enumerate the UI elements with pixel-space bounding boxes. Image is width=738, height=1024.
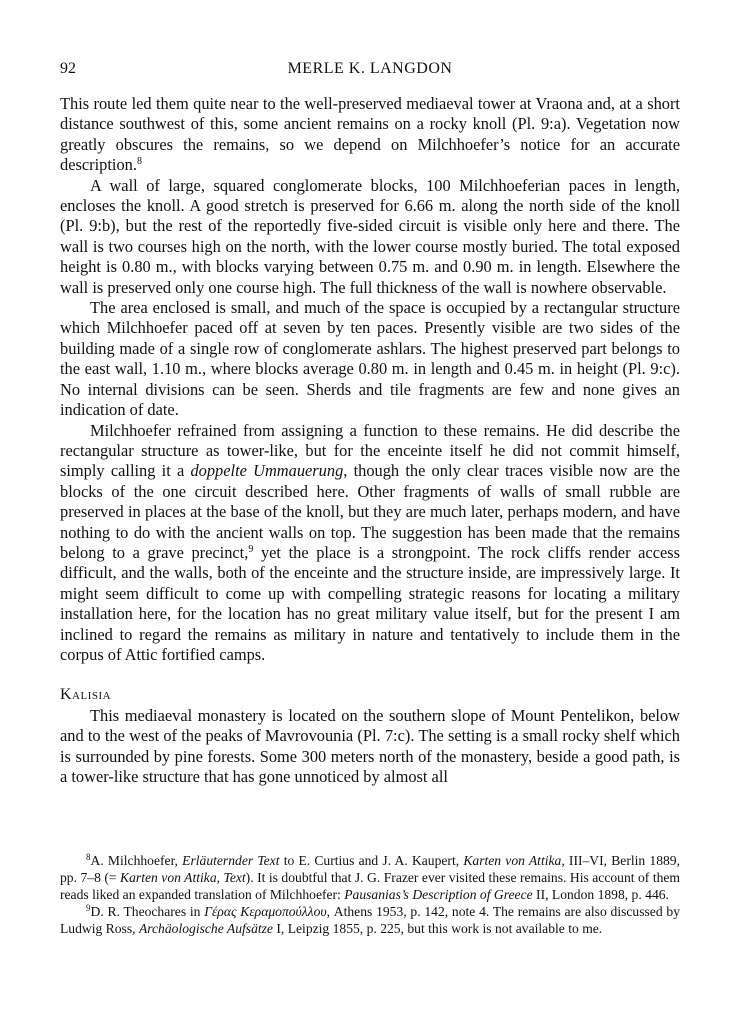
footnote-9: $^9$D. R. Theochares in Γέρας Κεραμοπούλλου, Athens 1953, p. 142, note 4. The remains are also discussed by Ludwig Ross, Archäologische Aufsätze I, Leipzig 1855, p. 225, but this work is not available to me. — [60, 903, 680, 937]
footnote-ref-9: 9 — [248, 543, 254, 555]
body-text — [60, 94, 680, 787]
running-head: MERLE K. LANGDON — [287, 60, 453, 77]
paragraph-2: A wall of large, squared conglomerate blocks, 100 Milchhoeferian paces in length, encloses the knoll. A good stretch is preserved for 6.66 m. along the north side of the knoll (Pl. 9:b), but the rest of the reportedly five-sided circuit is visible only here and there. The wall is two courses high on the north, with the lower course mostly buried. The total exposed height is 0.80 m., with blocks varying between 0.75 m. and 0.90 m. in length. Elsewhere the wall is preserved only one course high. The full thickness of the wall is nowhere observable. — [60, 175, 680, 297]
footnote-ref-8: 8 — [136, 156, 142, 168]
section-heading: Kalisia — [60, 686, 112, 704]
footnote-8: $^8$A. Milchhoefer, Erläuternder Text to E. Curtius and J. A. Kaupert, Karten von Attika, III–VI, Berlin 1889, pp. 7–8 (= Karten von Attika, Text). It is doubtful that J. G. Frazer ever visited these remains. His account of them reads liked an expanded translation of Milchhoefer: Pausanias’s Description of Greece II, London 1898, p. 446. — [60, 852, 680, 902]
section-paragraph: This mediaeval monastery is located on the southern slope of Mount Pentelikon, below and to the west of the peaks of Mavrovounia (Pl. 7:c). The setting is a small rocky shelf which is surrounded by pine forests. Some 300 meters north of the monastery, beside a good path, is a tower-like structure that has gone unnoticed by almost all — [60, 705, 680, 786]
paragraph-1: This route led them quite near to the well-preserved mediaeval tower at Vraona and, at a short distance southwest of this, some ancient remains on a rocky knoll (Pl. 9:a). Vegetation now greatly obscures the remains, so we depend on Milchhoefer’s notice for an accurate description.$^8$ — [60, 94, 680, 175]
paragraph-3: The area enclosed is small, and much of the space is occupied by a rectangular structure which Milchhoefer paced off at seven by ten paces. Presently visible are two sides of the building made of a single row of conglomerate ashlars. The highest preserved part belongs to the east wall, 1.10 m., where blocks average 0.80 m. in length and 0.45 m. in height (Pl. 9:c). No internal divisions can be seen. Sherds and tile fragments are few and none gives an indication of date. — [60, 298, 680, 420]
paragraph-4: Milchhoefer refrained from assigning a function to these remains. He did describe the rectangular structure as tower-like, but for the enceinte itself he did not commit himself, simply calling it a doppelte Ummauerung, though the only clear traces visible now are the blocks of the one circuit described here. Other fragments of walls of small rubble are preserved in places at the base of the knoll, but they are much later, perhaps modern, and have nothing to do with the ancient walls on top. The suggestion has been made that the remains belong to a grave precinct,$^9$ yet the place is a strongpoint. The rock cliffs render access difficult, and the walls, both of the enceinte and the structure inside, are impressively large. It might seem difficult to come up with compelling strategic reasons for locating a military installation here, for the location has no great military value itself, but for the present I am inclined to regard the remains as military in nature and tentatively to include them in the corpus of Attic fortified camps. — [60, 420, 681, 664]
page-number: 92 — [60, 60, 76, 77]
page-header — [60, 60, 680, 84]
footnotes — [60, 853, 680, 938]
